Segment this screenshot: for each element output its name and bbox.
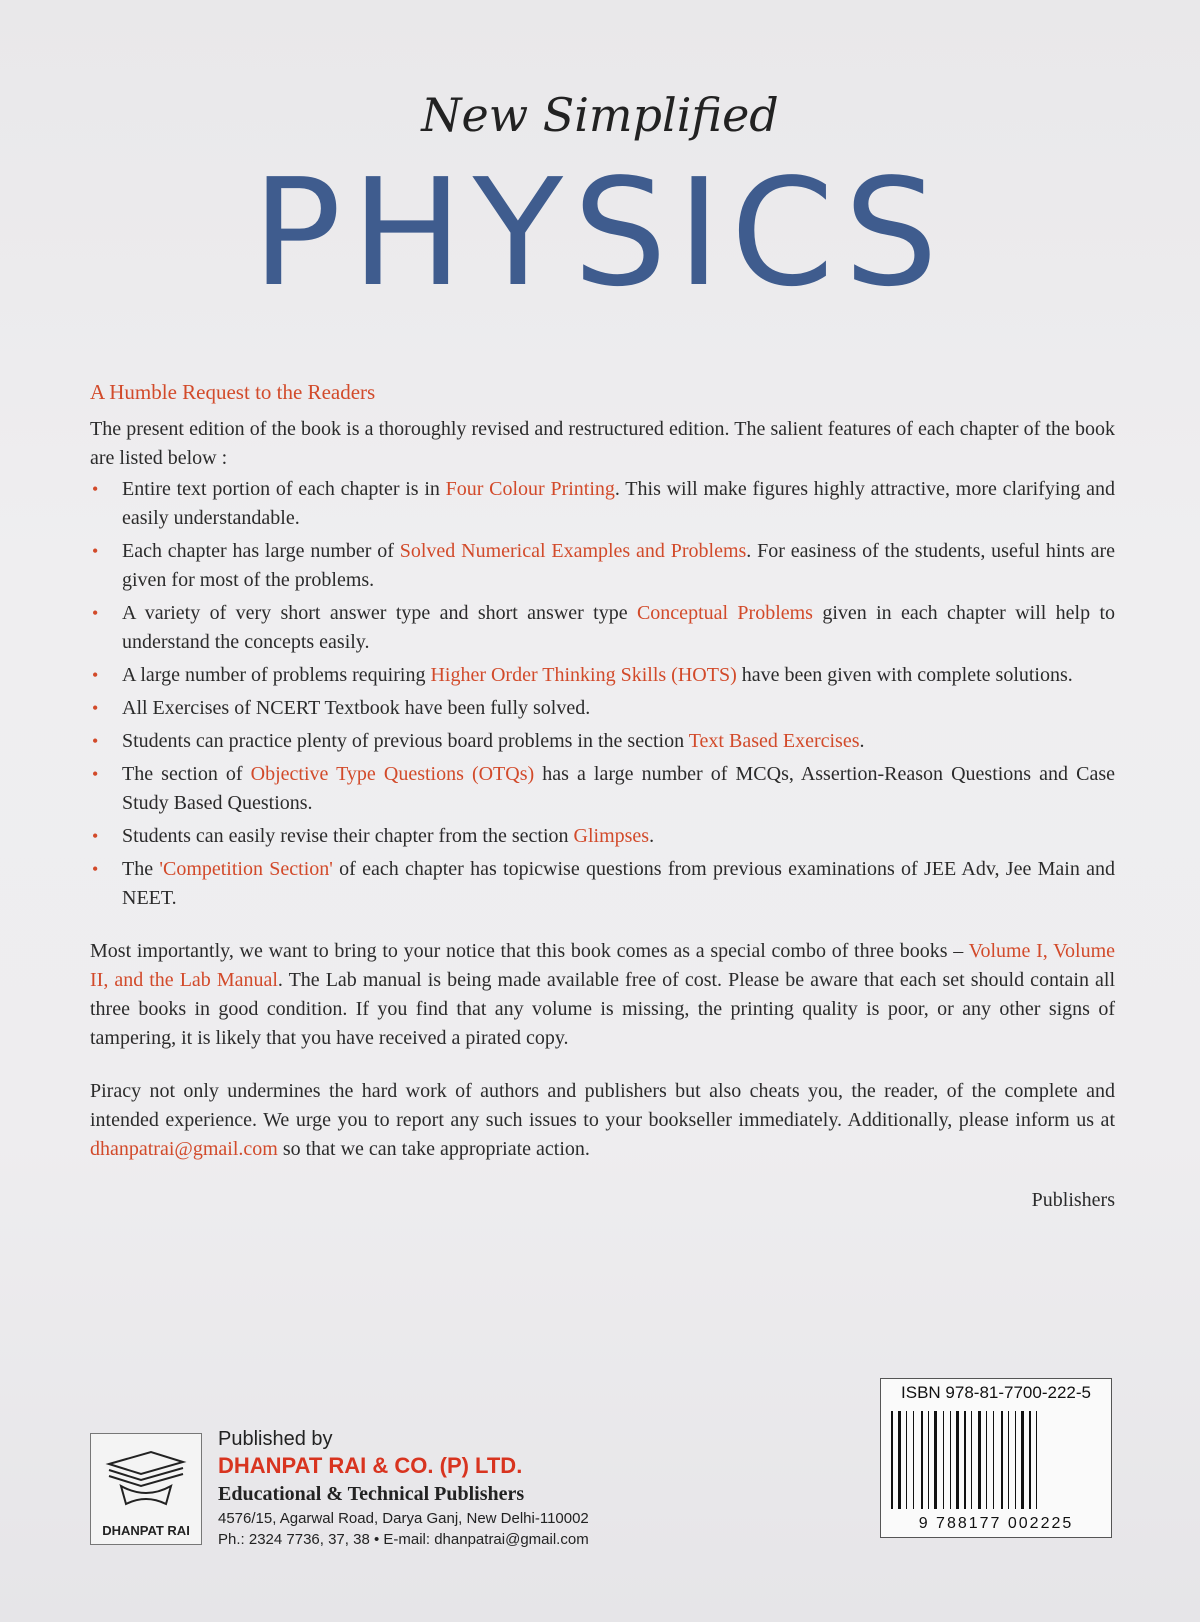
barcode-bar — [993, 1411, 994, 1509]
barcode-bar — [909, 1411, 911, 1509]
barcode-bar — [1036, 1411, 1037, 1509]
barcode-bar — [971, 1411, 972, 1509]
barcode-bar — [986, 1411, 987, 1509]
barcode-bar — [1029, 1411, 1031, 1509]
barcode-graphic — [891, 1411, 1101, 1509]
request-heading: A Humble Request to the Readers — [90, 380, 376, 404]
barcode-bar — [946, 1411, 948, 1509]
barcode-bar — [953, 1411, 954, 1509]
barcode-bar — [928, 1411, 929, 1509]
barcode-bar — [906, 1411, 907, 1509]
barcode-bar — [1021, 1411, 1024, 1509]
barcode-bar — [956, 1411, 959, 1509]
isbn-label: ISBN 978-81-7700-222-5 — [901, 1383, 1091, 1402]
intro-paragraph: The present edition of the book is a thoroughly revised and restructured edition. The salient features of each chapter of the book are listed below : — [90, 418, 1115, 469]
barcode-bar — [913, 1411, 914, 1509]
publisher-type: Educational & Technical Publishers — [218, 1483, 525, 1505]
list-item: • The 'Competition Section' of each chapter has topicwise questions from previous examinations of JEE Adv, Jee Main and NEET. — [90, 855, 1115, 913]
book-stack-icon — [91, 1434, 201, 1514]
barcode-bar — [989, 1411, 991, 1509]
barcode-bar — [921, 1411, 923, 1509]
barcode-bar — [996, 1411, 999, 1509]
list-item: • Students can easily revise their chapter from the section Glimpses. — [90, 822, 1115, 851]
isbn-digits: 9 788177 002225 — [918, 1515, 1074, 1532]
email-link[interactable]: dhanpatrai@gmail.com — [90, 1138, 278, 1160]
barcode-bar — [934, 1411, 937, 1509]
barcode-bar — [1008, 1411, 1009, 1509]
bullet-icon: • — [92, 859, 99, 879]
logo-text: DHANPAT RAI — [102, 1523, 190, 1538]
barcode-bar — [1001, 1411, 1003, 1509]
barcode-bar — [968, 1411, 969, 1509]
bullet-icon: • — [92, 603, 99, 623]
barcode-bar — [1011, 1411, 1013, 1509]
publisher-info — [218, 1428, 589, 1548]
list-item: • Each chapter has large number of Solved Numerical Examples and Problems. For easiness of the students, useful hints are given for most of the problems. — [90, 537, 1115, 595]
book-subtitle: New Simplified — [421, 88, 779, 142]
barcode-bar — [1039, 1411, 1041, 1509]
barcode-bar — [939, 1411, 941, 1509]
bullet-icon: • — [92, 731, 99, 751]
barcode-bar — [898, 1411, 901, 1509]
published-by-label: Published by — [218, 1428, 333, 1450]
bullet-icon: • — [92, 698, 99, 718]
barcode-bar — [978, 1411, 981, 1509]
bullet-icon: • — [92, 764, 99, 784]
isbn-barcode-box — [880, 1378, 1112, 1538]
barcode-bar — [1015, 1411, 1016, 1509]
barcode-bar — [1018, 1411, 1019, 1509]
list-item: • Entire text portion of each chapter is in Four Colour Printing. This will make figures highly attractive, more clarifying and easily understandable. — [90, 475, 1115, 533]
list-item: • All Exercises of NCERT Textbook have been fully solved. — [90, 694, 1115, 723]
barcode-bar — [1026, 1411, 1027, 1509]
barcode-bar — [891, 1411, 893, 1509]
book-title: PHYSICS — [252, 147, 948, 319]
barcode-bar — [950, 1411, 951, 1509]
publisher-name: DHANPAT RAI & CO. (P) LTD. — [218, 1453, 523, 1478]
combo-notice-paragraph: Most importantly, we want to bring to your notice that this book comes as a special combo of three books – Volume I, Volume II, and the Lab Manual. The Lab manual is being made available free of cost. Please be aware that each set should contain all three books in good condition. If you find that any volume is missing, the printing quality is poor, or any other signs of tampering, it is likely that you have received a pirated copy. — [90, 940, 1116, 1049]
barcode-bar — [1005, 1411, 1006, 1509]
barcode-bar — [1033, 1411, 1034, 1509]
barcode-bar — [931, 1411, 932, 1509]
barcode-bar — [895, 1411, 896, 1509]
barcode-bar — [974, 1411, 976, 1509]
barcode-bar — [916, 1411, 919, 1509]
feature-list — [90, 475, 1115, 913]
list-item: • The section of Objective Type Questions (OTQs) has a large number of MCQs, Assertion-Reason Questions and Case Study Based Questions. — [90, 760, 1115, 818]
piracy-paragraph: Piracy not only undermines the hard work of authors and publishers but also cheats you, the reader, of the complete and intended experience. We urge you to report any such issues to your bookseller immediately. Additionally, please inform us at dhanpatrai@gmail.com so that we can take appropriate action. — [90, 1080, 1115, 1160]
barcode-bar — [943, 1411, 944, 1509]
barcode-bar — [903, 1411, 904, 1509]
readers-request-section — [90, 378, 1115, 1215]
barcode-bar — [964, 1411, 966, 1509]
barcode-bar — [961, 1411, 962, 1509]
publisher-logo — [90, 1433, 202, 1545]
bullet-icon: • — [92, 665, 99, 685]
list-item: • A variety of very short answer type and short answer type Conceptual Problems given in each chapter will help to understand the concepts easily. — [90, 599, 1115, 657]
list-item: • Students can practice plenty of previous board problems in the section Text Based Exercises. — [90, 727, 1115, 756]
barcode-bar — [983, 1411, 984, 1509]
signature: Publishers — [1031, 1189, 1115, 1211]
publisher-contact: Ph.: 2324 7736, 37, 38 • E-mail: dhanpatrai@gmail.com — [218, 1531, 589, 1548]
list-item: • A large number of problems requiring Higher Order Thinking Skills (HOTS) have been given with complete solutions. — [90, 661, 1115, 690]
bullet-icon: • — [92, 826, 99, 846]
publisher-address: 4576/15, Agarwal Road, Darya Ganj, New Delhi-110002 — [218, 1510, 589, 1527]
barcode-bar — [925, 1411, 926, 1509]
bullet-icon: • — [92, 541, 99, 561]
bullet-icon: • — [92, 479, 99, 499]
